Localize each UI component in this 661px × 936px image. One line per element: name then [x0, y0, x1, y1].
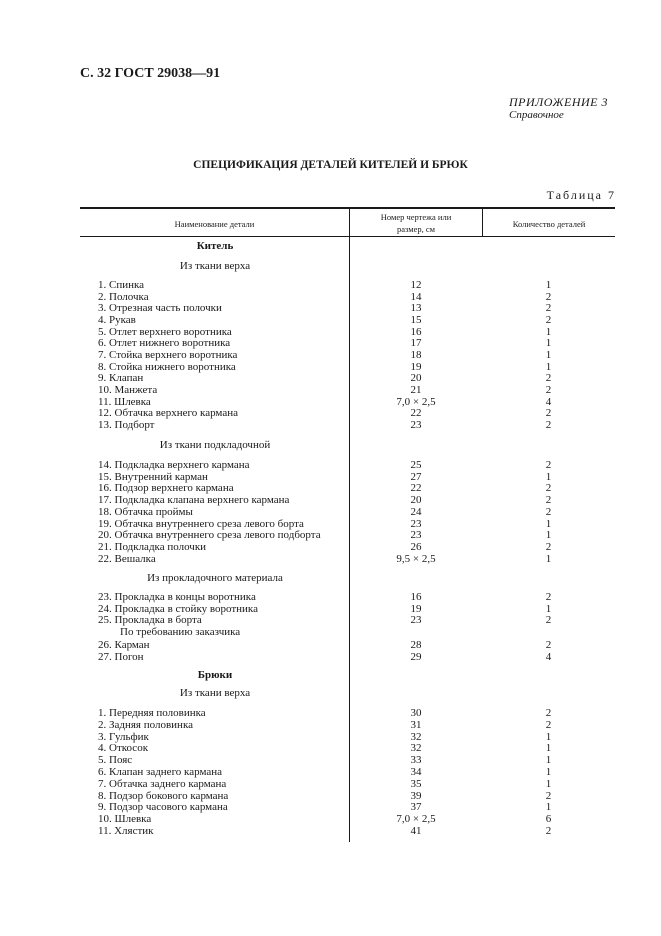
table-row [0, 553, 661, 565]
table-row [0, 471, 661, 483]
section-bryuki: Брюки [197, 669, 233, 681]
detail-quantity: 2 [545, 459, 552, 471]
detail-quantity: 2 [545, 639, 552, 651]
drawing-number: 31 [410, 718, 422, 731]
table-header-rule [80, 236, 615, 237]
subsection-bryuki-top: Из ткани верха [179, 687, 251, 699]
column-header-drawing-line2: размер, см [396, 224, 436, 234]
drawing-number: 12 [410, 279, 422, 291]
detail-quantity: 1 [545, 754, 552, 767]
detail-quantity: 2 [545, 418, 552, 431]
detail-quantity: 2 [545, 482, 552, 495]
detail-quantity: 2 [545, 707, 552, 719]
table-row [0, 494, 661, 506]
detail-quantity: 2 [545, 789, 552, 802]
detail-quantity: 6 [545, 813, 552, 826]
detail-quantity: 2 [545, 313, 552, 326]
table-row [0, 384, 661, 396]
detail-name: 4. Откосок [98, 742, 149, 755]
column-header-drawing [350, 211, 482, 235]
table-row [0, 361, 661, 373]
table-row [0, 719, 661, 731]
detail-quantity: 1 [545, 742, 552, 755]
table-row [0, 482, 661, 494]
detail-name: 4. Рукав [98, 313, 136, 326]
detail-quantity: 1 [545, 552, 552, 565]
table-row [0, 651, 661, 663]
detail-name: 11. Хлястик [98, 825, 154, 837]
detail-name: 25. Прокладка в борта [98, 614, 202, 627]
detail-quantity: 1 [545, 517, 552, 530]
detail-quantity: 2 [545, 505, 552, 518]
detail-name: 6. Клапан заднего кармана [98, 766, 222, 778]
detail-quantity: 2 [545, 718, 552, 731]
table-row [0, 766, 661, 778]
detail-quantity: 1 [545, 337, 552, 350]
drawing-number: 18 [410, 348, 422, 361]
detail-quantity: 2 [545, 302, 552, 315]
detail-name: 2. Полочка [98, 290, 149, 303]
drawing-number: 23 [410, 517, 422, 530]
detail-name: 27. Погон [98, 650, 144, 663]
column-header-drawing-line1: Номер чертежа или [380, 212, 452, 222]
table-row [0, 731, 661, 743]
detail-name: 9. Подзор часового кармана [98, 801, 228, 814]
drawing-number: 41 [410, 825, 422, 837]
section-kitel: Китель [196, 240, 234, 252]
column-header-name: Наименование детали [174, 219, 255, 229]
detail-name: 19. Обтачка внутреннего среза левого борта [98, 517, 304, 530]
drawing-number: 22 [410, 407, 422, 420]
table-top-rule [80, 207, 615, 209]
detail-quantity: 2 [545, 614, 552, 627]
drawing-number: 14 [410, 290, 422, 303]
table-row [0, 603, 661, 615]
detail-name: 26. Карман [98, 639, 150, 651]
drawing-number: 15 [410, 313, 422, 326]
detail-quantity: 2 [545, 494, 552, 507]
detail-name: 12. Обтачка верхнего кармана [98, 407, 238, 420]
table-row [0, 742, 661, 754]
detail-name: 3. Гульфик [98, 730, 149, 743]
table-row [0, 707, 661, 719]
table-row [0, 337, 661, 349]
subsection-interlining: Из прокладочного материала [147, 572, 283, 584]
drawing-number: 37 [410, 801, 422, 814]
drawing-number: 7,0 × 2,5 [396, 395, 436, 408]
table-row [0, 529, 661, 541]
detail-name: 11. Шлевка [98, 395, 151, 408]
drawing-number: 16 [410, 591, 422, 603]
detail-name: 8. Стойка нижнего воротника [98, 360, 236, 373]
column-header-qty: Количество деталей [512, 219, 586, 229]
detail-quantity: 2 [545, 290, 552, 303]
table-row [0, 302, 661, 314]
drawing-number: 23 [410, 418, 422, 431]
detail-quantity: 2 [545, 372, 552, 385]
table-row [0, 639, 661, 651]
detail-quantity: 1 [545, 766, 552, 778]
page-header: С. 32 ГОСТ 29038—91 [80, 66, 221, 81]
drawing-number: 20 [410, 372, 422, 385]
detail-name: 16. Подзор верхнего кармана [98, 482, 234, 495]
detail-quantity: 1 [545, 279, 552, 291]
detail-quantity: 2 [545, 383, 552, 396]
drawing-number: 33 [410, 754, 422, 767]
table-row [0, 407, 661, 419]
table-row [0, 825, 661, 837]
detail-name: 10. Шлевка [98, 813, 152, 826]
appendix-subtitle: Справочное [509, 109, 564, 121]
table-row [0, 614, 661, 626]
drawing-number: 24 [410, 505, 422, 518]
table-row [0, 291, 661, 303]
detail-name: 15. Внутренний карман [98, 470, 208, 483]
drawing-number: 13 [410, 302, 422, 315]
table-row [0, 279, 661, 291]
detail-quantity: 2 [545, 591, 552, 603]
detail-name: 23. Прокладка в концы воротника [98, 591, 256, 603]
table-row [0, 459, 661, 471]
detail-quantity: 1 [545, 730, 552, 743]
detail-name: 22. Вешалка [98, 552, 156, 565]
table-row [0, 778, 661, 790]
drawing-number: 35 [410, 777, 422, 790]
table-row [0, 314, 661, 326]
subsection-lining: Из ткани подкладочной [159, 439, 271, 451]
table-row [0, 813, 661, 825]
detail-name: 7. Обтачка заднего кармана [98, 777, 227, 790]
detail-quantity: 2 [545, 825, 552, 837]
detail-name: 6. Отлет нижнего воротника [98, 337, 231, 350]
detail-name: 10. Манжета [98, 383, 158, 396]
detail-quantity: 4 [545, 650, 552, 663]
detail-name: 21. Подкладка полочки [98, 540, 207, 553]
detail-quantity: 1 [545, 325, 552, 338]
table-row [0, 326, 661, 338]
drawing-number: 25 [410, 459, 422, 471]
detail-quantity: 1 [545, 348, 552, 361]
detail-quantity: 1 [545, 602, 552, 615]
table-row [0, 790, 661, 802]
detail-name: 1. Передняя половинка [98, 707, 206, 719]
drawing-number: 27 [410, 470, 422, 483]
drawing-number: 34 [410, 766, 422, 778]
document-title: СПЕЦИФИКАЦИЯ ДЕТАЛЕЙ КИТЕЛЕЙ И БРЮК [193, 159, 468, 171]
detail-name: 3. Отрезная часть полочки [98, 302, 222, 315]
table-row [0, 372, 661, 384]
detail-name: 1. Спинка [98, 279, 145, 291]
table-row [0, 801, 661, 813]
table-row [0, 541, 661, 553]
drawing-number: 17 [410, 337, 422, 350]
drawing-number: 32 [410, 742, 422, 755]
drawing-number: 28 [410, 639, 422, 651]
table-row [0, 349, 661, 361]
drawing-number: 26 [410, 540, 422, 553]
appendix-title: ПРИЛОЖЕНИЕ 3 [509, 95, 608, 109]
detail-quantity: 1 [545, 529, 552, 542]
drawing-number: 19 [410, 360, 422, 373]
drawing-number: 21 [410, 383, 422, 396]
detail-quantity: 1 [545, 470, 552, 483]
drawing-number: 39 [410, 789, 422, 802]
detail-name: 13. Подборт [98, 418, 155, 431]
detail-name: 7. Стойка верхнего воротника [98, 348, 238, 361]
detail-name: 24. Прокладка в стойку воротника [98, 602, 258, 615]
subsection-on-request: По требованию заказчика [120, 626, 241, 638]
detail-quantity: 1 [545, 777, 552, 790]
table-row [0, 518, 661, 530]
drawing-number: 19 [410, 602, 422, 615]
detail-name: 9. Клапан [98, 372, 144, 385]
drawing-number: 7,0 × 2,5 [396, 813, 436, 826]
table-row [0, 506, 661, 518]
appendix-label [509, 96, 608, 122]
table-row [0, 396, 661, 408]
detail-name: 2. Задняя половинка [98, 718, 194, 731]
drawing-number: 23 [410, 614, 422, 627]
table-label: Таблица 7 [546, 188, 616, 202]
drawing-number: 9,5 × 2,5 [396, 552, 436, 565]
detail-quantity: 4 [545, 395, 552, 408]
detail-name: 5. Пояс [98, 754, 133, 767]
detail-name: 20. Обтачка внутреннего среза левого подборта [98, 529, 321, 542]
detail-quantity: 2 [545, 407, 552, 420]
detail-quantity: 2 [545, 540, 552, 553]
table-row [0, 591, 661, 603]
detail-name: 8. Подзор бокового кармана [98, 789, 229, 802]
drawing-number: 29 [410, 650, 422, 663]
drawing-number: 22 [410, 482, 422, 495]
drawing-number: 30 [410, 707, 422, 719]
drawing-number: 23 [410, 529, 422, 542]
detail-name: 5. Отлет верхнего воротника [98, 325, 232, 338]
detail-quantity: 1 [545, 360, 552, 373]
detail-name: 18. Обтачка проймы [98, 505, 193, 518]
drawing-number: 32 [410, 730, 422, 743]
detail-quantity: 1 [545, 801, 552, 814]
table-row [0, 754, 661, 766]
drawing-number: 16 [410, 325, 422, 338]
subsection-kitel-top: Из ткани верха [179, 260, 251, 272]
detail-name: 17. Подкладка клапана верхнего кармана [98, 494, 290, 507]
detail-name: 14. Подкладка верхнего кармана [98, 459, 250, 471]
drawing-number: 20 [410, 494, 422, 507]
table-row [0, 419, 661, 431]
